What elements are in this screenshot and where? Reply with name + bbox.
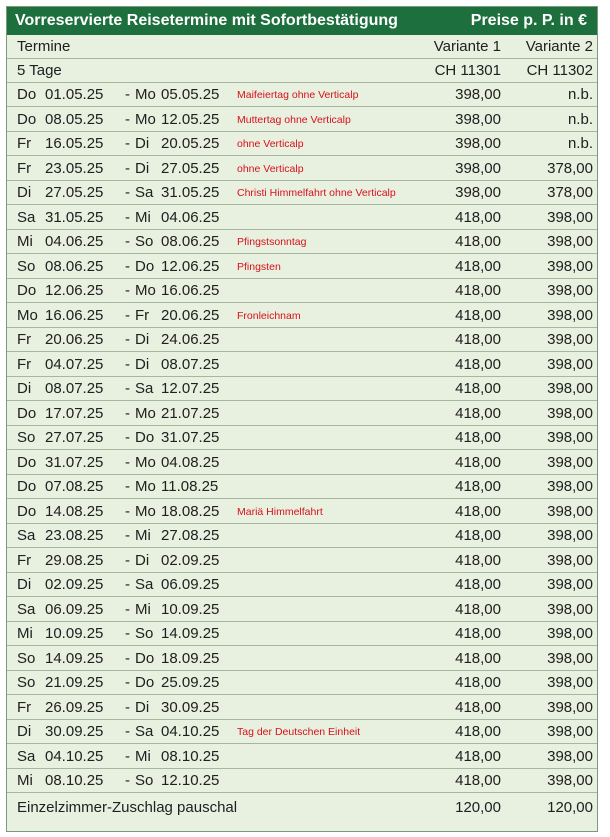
- start-date: 04.07.25: [45, 355, 104, 373]
- end-weekday: Sa: [135, 380, 154, 397]
- date-separator: -: [125, 551, 130, 569]
- start-date: 08.05.25: [45, 110, 104, 128]
- end-date: 08.07.25: [161, 355, 220, 373]
- table-row: [7, 451, 597, 475]
- price-variant1: 418,00: [455, 233, 501, 250]
- start-date: 01.05.25: [45, 86, 104, 103]
- start-date: 14.08.25: [45, 502, 104, 520]
- price-variant1: 418,00: [455, 429, 501, 446]
- price-variant2: 398,00: [547, 576, 593, 593]
- end-date: 08.10.25: [161, 747, 220, 765]
- end-weekday: Di: [135, 159, 150, 177]
- date-separator: -: [125, 110, 130, 128]
- start-date: 16.05.25: [45, 135, 104, 152]
- start-date: 23.08.25: [45, 527, 104, 544]
- date-separator: -: [125, 355, 130, 373]
- end-weekday: Di: [135, 355, 150, 373]
- start-date: 08.07.25: [45, 380, 104, 397]
- price-variant2: 398,00: [547, 527, 593, 544]
- start-weekday: So: [17, 649, 36, 667]
- date-separator: -: [125, 698, 130, 716]
- code-variant2: CH 11302: [526, 62, 593, 79]
- price-variant1: 418,00: [455, 772, 501, 789]
- start-weekday: Do: [17, 110, 37, 128]
- table-row: [7, 279, 597, 303]
- price-variant2: 398,00: [547, 453, 593, 471]
- start-weekday: Fr: [17, 135, 32, 152]
- price-variant1: 418,00: [455, 502, 501, 520]
- start-weekday: Fr: [17, 698, 32, 716]
- price-variant2: 398,00: [547, 747, 593, 765]
- date-separator: -: [125, 282, 130, 299]
- date-separator: -: [125, 453, 130, 471]
- start-date: 30.09.25: [45, 723, 104, 740]
- end-date: 24.06.25: [161, 331, 220, 348]
- table-row: [7, 769, 597, 793]
- end-date: 30.09.25: [161, 698, 220, 716]
- end-date: 27.05.25: [161, 159, 220, 177]
- price-variant2: 398,00: [547, 478, 593, 495]
- date-note: Tag der Deutschen Einheit: [237, 726, 361, 738]
- start-weekday: Di: [17, 576, 32, 593]
- price-variant2: 398,00: [547, 257, 593, 275]
- table-row: [7, 622, 597, 646]
- date-note: Fronleichnam: [237, 309, 301, 322]
- start-weekday: Do: [17, 404, 37, 422]
- start-date: 21.09.25: [45, 674, 104, 691]
- price-variant2: n.b.: [567, 110, 593, 128]
- end-weekday: Do: [135, 429, 155, 446]
- date-separator: -: [125, 404, 130, 422]
- end-weekday: Mo: [135, 86, 156, 103]
- table-row: [7, 377, 597, 401]
- table-row: [7, 524, 597, 548]
- table-row: [7, 745, 597, 769]
- price-variant2: 398,00: [547, 282, 593, 299]
- start-date: 31.07.25: [45, 453, 104, 471]
- date-separator: -: [125, 723, 130, 740]
- subheader-row: [7, 59, 597, 83]
- table-row: [7, 647, 597, 671]
- date-separator: -: [125, 478, 130, 495]
- table-title: Vorreservierte Reisetermine mit Sofortbestätigung: [15, 12, 398, 29]
- price-variant1: 398,00: [455, 135, 501, 152]
- start-weekday: Mi: [17, 772, 33, 789]
- end-date: 12.06.25: [161, 257, 220, 275]
- column-termine: Termine: [17, 38, 71, 55]
- table-row: [7, 206, 597, 230]
- end-date: 31.07.25: [161, 429, 220, 446]
- end-date: 02.09.25: [161, 551, 220, 569]
- start-weekday: Mo: [17, 306, 38, 324]
- start-weekday: Di: [17, 380, 32, 397]
- table-row: [7, 549, 597, 573]
- end-weekday: Di: [135, 551, 150, 569]
- price-variant1: 398,00: [455, 159, 501, 177]
- date-separator: -: [125, 233, 130, 250]
- end-weekday: Do: [135, 649, 155, 667]
- table-row: [7, 573, 597, 597]
- start-date: 14.09.25: [45, 649, 104, 667]
- start-weekday: Fr: [17, 355, 32, 373]
- date-note: ohne Verticalp: [237, 162, 304, 175]
- table-row: [7, 402, 597, 426]
- end-date: 18.08.25: [161, 502, 220, 520]
- price-table: [6, 6, 598, 832]
- price-variant1: 398,00: [455, 86, 501, 103]
- end-date: 12.10.25: [161, 772, 220, 789]
- start-date: 17.07.25: [45, 404, 104, 422]
- end-date: 12.07.25: [161, 380, 220, 397]
- price-variant1: 418,00: [455, 576, 501, 593]
- date-note: Pfingstsonntag: [237, 236, 307, 248]
- start-date: 07.08.25: [45, 478, 104, 495]
- end-weekday: Do: [135, 257, 155, 275]
- price-variant2: 398,00: [547, 380, 593, 397]
- end-weekday: Mo: [135, 453, 156, 471]
- date-separator: -: [125, 331, 130, 348]
- end-weekday: Sa: [135, 576, 154, 593]
- end-weekday: Mo: [135, 282, 156, 299]
- end-date: 16.06.25: [161, 282, 220, 299]
- end-date: 06.09.25: [161, 576, 220, 593]
- date-separator: -: [125, 159, 130, 177]
- price-variant1: 418,00: [455, 649, 501, 667]
- table-row: [7, 426, 597, 450]
- price-variant1: 418,00: [455, 380, 501, 397]
- start-weekday: Di: [17, 184, 32, 201]
- price-note: Preise p. P. in €: [470, 12, 587, 29]
- end-weekday: Mi: [135, 208, 151, 226]
- price-variant1: 418,00: [455, 674, 501, 691]
- start-weekday: Di: [17, 723, 32, 740]
- end-date: 18.09.25: [161, 649, 220, 667]
- end-date: 20.05.25: [161, 135, 220, 152]
- price-variant1: 418,00: [455, 257, 501, 275]
- end-date: 11.08.25: [161, 478, 219, 495]
- start-date: 04.10.25: [45, 747, 104, 765]
- price-variant2: 398,00: [547, 674, 593, 691]
- end-date: 21.07.25: [161, 404, 220, 422]
- price-variant2: 398,00: [547, 551, 593, 569]
- end-weekday: Mi: [135, 527, 151, 544]
- price-variant2: 398,00: [547, 772, 593, 789]
- price-variant1: 418,00: [455, 551, 501, 569]
- date-separator: -: [125, 649, 130, 667]
- price-variant2: 398,00: [547, 208, 593, 226]
- surcharge-variant2: 120,00: [547, 798, 593, 816]
- date-note: Pfingsten: [237, 260, 281, 273]
- date-separator: -: [125, 306, 130, 324]
- date-note: Maifeiertag ohne Verticalp: [237, 89, 359, 101]
- end-weekday: Sa: [135, 723, 154, 740]
- price-variant1: 418,00: [455, 600, 501, 618]
- end-date: 20.06.25: [161, 306, 220, 324]
- table-row: [7, 500, 597, 524]
- end-date: 04.08.25: [161, 453, 220, 471]
- price-variant1: 398,00: [455, 184, 501, 201]
- table-header: [7, 7, 597, 35]
- date-separator: -: [125, 502, 130, 520]
- end-weekday: So: [135, 625, 154, 642]
- start-date: 29.08.25: [45, 551, 104, 569]
- price-variant1: 418,00: [455, 527, 501, 544]
- end-date: 04.10.25: [161, 723, 220, 740]
- single-room-surcharge-row: [7, 796, 597, 820]
- start-weekday: So: [17, 429, 36, 446]
- end-date: 25.09.25: [161, 674, 220, 691]
- price-variant1: 398,00: [455, 110, 501, 128]
- end-weekday: Mo: [135, 110, 156, 128]
- price-variant1: 418,00: [455, 453, 501, 471]
- price-variant2: 398,00: [547, 600, 593, 618]
- price-variant2: 398,00: [547, 429, 593, 446]
- start-date: 20.06.25: [45, 331, 104, 348]
- date-separator: -: [125, 527, 130, 544]
- end-weekday: Fr: [135, 306, 150, 324]
- start-weekday: Fr: [17, 159, 32, 177]
- price-variant2: 378,00: [547, 159, 593, 177]
- price-variant2: n.b.: [567, 135, 593, 152]
- price-variant2: 398,00: [547, 723, 593, 740]
- end-weekday: Mo: [135, 478, 156, 495]
- start-weekday: Sa: [17, 600, 36, 618]
- price-variant1: 418,00: [455, 208, 501, 226]
- start-date: 08.06.25: [45, 257, 104, 275]
- start-date: 27.07.25: [45, 429, 104, 446]
- price-variant2: 398,00: [547, 331, 593, 348]
- end-date: 14.09.25: [161, 625, 220, 642]
- start-weekday: Do: [17, 478, 37, 495]
- date-separator: -: [125, 257, 130, 275]
- start-date: 10.09.25: [45, 625, 104, 642]
- column-variant2: Variante 2: [525, 38, 593, 55]
- end-weekday: Di: [135, 135, 150, 152]
- table-row: [7, 83, 597, 107]
- end-weekday: Sa: [135, 184, 154, 201]
- table-row: [7, 720, 597, 744]
- date-separator: -: [125, 135, 130, 152]
- table-row: [7, 328, 597, 352]
- start-date: 27.05.25: [45, 184, 104, 201]
- end-weekday: Mi: [135, 747, 151, 765]
- table-row: [7, 255, 597, 279]
- table-row: [7, 353, 597, 377]
- price-variant1: 418,00: [455, 282, 501, 299]
- price-variant1: 418,00: [455, 747, 501, 765]
- end-date: 12.05.25: [161, 110, 220, 128]
- table-row: [7, 108, 597, 132]
- end-weekday: So: [135, 772, 154, 789]
- price-variant2: 398,00: [547, 698, 593, 716]
- price-variant2: 398,00: [547, 233, 593, 250]
- end-date: 31.05.25: [161, 184, 220, 201]
- table-row: [7, 696, 597, 720]
- end-weekday: Di: [135, 331, 150, 348]
- start-weekday: Mi: [17, 233, 33, 250]
- start-date: 06.09.25: [45, 600, 104, 618]
- start-date: 02.09.25: [45, 576, 104, 593]
- surcharge-variant1: 120,00: [455, 798, 501, 816]
- start-date: 26.09.25: [45, 698, 104, 716]
- start-weekday: Fr: [17, 551, 32, 569]
- start-weekday: Do: [17, 502, 37, 520]
- price-variant1: 418,00: [455, 478, 501, 495]
- price-variant2: 398,00: [547, 502, 593, 520]
- surcharge-label: Einzelzimmer-Zuschlag pauschal: [17, 798, 238, 816]
- date-separator: -: [125, 184, 130, 201]
- price-variant1: 418,00: [455, 306, 501, 324]
- table-row: [7, 671, 597, 695]
- start-weekday: Mi: [17, 625, 33, 642]
- date-separator: -: [125, 674, 130, 691]
- end-weekday: Mi: [135, 600, 151, 618]
- end-weekday: Mo: [135, 404, 156, 422]
- start-weekday: So: [17, 257, 36, 275]
- start-date: 08.10.25: [45, 772, 104, 789]
- end-date: 04.06.25: [161, 208, 220, 226]
- date-separator: -: [125, 625, 130, 642]
- start-date: 23.05.25: [45, 159, 104, 177]
- end-weekday: Do: [135, 674, 155, 691]
- date-separator: -: [125, 600, 130, 618]
- price-variant1: 418,00: [455, 355, 501, 373]
- date-separator: -: [125, 208, 130, 226]
- end-date: 05.05.25: [161, 86, 220, 103]
- end-weekday: Mo: [135, 502, 156, 520]
- duration-label: 5 Tage: [17, 62, 62, 79]
- date-separator: -: [125, 576, 130, 593]
- end-date: 10.09.25: [161, 600, 220, 618]
- start-date: 31.05.25: [45, 208, 104, 226]
- end-date: 27.08.25: [161, 527, 220, 544]
- table-row: [7, 304, 597, 328]
- price-variant2: n.b.: [567, 86, 593, 103]
- price-variant1: 418,00: [455, 723, 501, 740]
- end-weekday: So: [135, 233, 154, 250]
- table-row: [7, 181, 597, 205]
- end-date: 08.06.25: [161, 233, 220, 250]
- column-header-row: [7, 35, 597, 59]
- date-note: ohne Verticalp: [237, 138, 304, 150]
- price-variant1: 418,00: [455, 331, 501, 348]
- date-separator: -: [125, 86, 130, 103]
- date-note: Mariä Himmelfahrt: [237, 505, 323, 518]
- price-variant2: 398,00: [547, 625, 593, 642]
- table-row: [7, 157, 597, 181]
- start-date: 12.06.25: [45, 282, 104, 299]
- price-variant1: 418,00: [455, 404, 501, 422]
- end-weekday: Di: [135, 698, 150, 716]
- date-separator: -: [125, 429, 130, 446]
- column-variant1: Variante 1: [433, 38, 501, 55]
- start-weekday: Fr: [17, 331, 32, 348]
- date-note: Muttertag ohne Verticalp: [237, 113, 351, 126]
- date-separator: -: [125, 380, 130, 397]
- start-date: 16.06.25: [45, 306, 104, 324]
- date-note: Christi Himmelfahrt ohne Verticalp: [237, 187, 396, 199]
- start-weekday: Sa: [17, 747, 36, 765]
- price-variant2: 378,00: [547, 184, 593, 201]
- start-weekday: Sa: [17, 208, 36, 226]
- code-variant1: CH 11301: [434, 62, 501, 79]
- price-variant2: 398,00: [547, 355, 593, 373]
- table-row: [7, 230, 597, 254]
- price-variant2: 398,00: [547, 306, 593, 324]
- date-separator: -: [125, 747, 130, 765]
- table-row: [7, 132, 597, 156]
- price-variant2: 398,00: [547, 404, 593, 422]
- price-variant1: 418,00: [455, 698, 501, 716]
- price-variant1: 418,00: [455, 625, 501, 642]
- start-date: 04.06.25: [45, 233, 104, 250]
- table-row: [7, 598, 597, 622]
- table-row: [7, 475, 597, 499]
- start-weekday: Do: [17, 453, 37, 471]
- start-weekday: So: [17, 674, 36, 691]
- date-separator: -: [125, 772, 130, 789]
- start-weekday: Sa: [17, 527, 36, 544]
- start-weekday: Do: [17, 86, 37, 103]
- start-weekday: Do: [17, 282, 37, 299]
- price-variant2: 398,00: [547, 649, 593, 667]
